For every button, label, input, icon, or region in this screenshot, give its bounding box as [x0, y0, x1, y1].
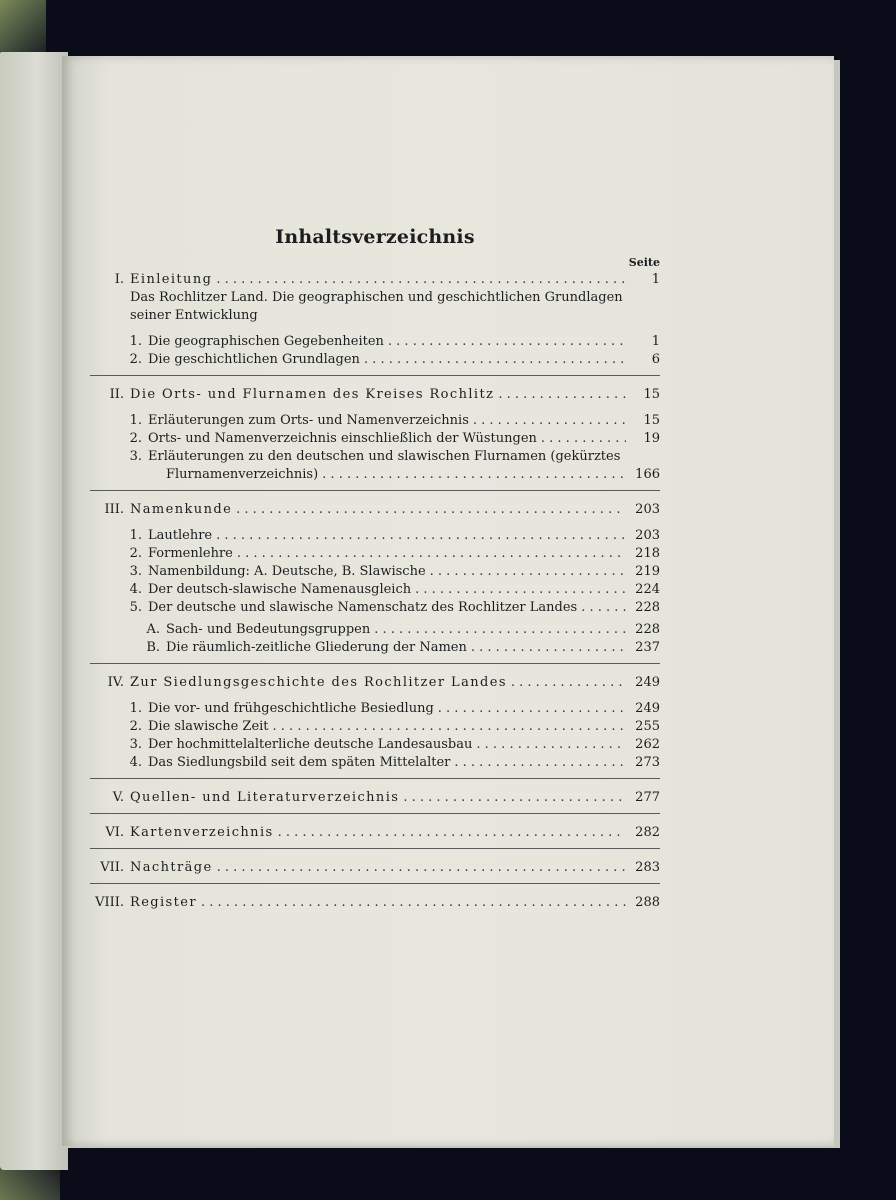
toc-item: [90, 563, 660, 581]
item-number: 2.: [129, 431, 142, 446]
toc-section-5: [90, 789, 660, 807]
item-label: Die geschichtlichen Grundlagen: [148, 352, 360, 367]
item-number: 2.: [129, 352, 142, 367]
page-number: 273: [635, 755, 660, 770]
section-label: Kartenverzeichnis: [130, 825, 274, 840]
leader-dots: [403, 789, 626, 807]
item-number: 1.: [129, 334, 142, 349]
toc-section-8: [90, 894, 660, 912]
divider: [90, 663, 660, 664]
page-number: 6: [651, 352, 660, 367]
leader-dots: [430, 563, 626, 581]
leader-dots: [216, 527, 626, 545]
section-label: Zur Siedlungsgeschichte des Rochlitzer Landes: [130, 675, 507, 690]
item-label: Formenlehre: [148, 546, 233, 561]
toc-item: [90, 527, 660, 545]
item-label: Der deutsche und slawische Namenschatz des Rochlitzer Landes: [148, 600, 578, 615]
leader-dots: [236, 501, 626, 519]
page-column-label: Seite: [628, 256, 660, 269]
toc-item: [90, 599, 660, 617]
section-label: Namenkunde: [130, 502, 233, 517]
toc-title: Inhaltsverzeichnis: [275, 226, 475, 248]
divider: [90, 375, 660, 376]
item-label: Der deutsch-slawische Namenausgleich: [148, 582, 412, 597]
leader-dots: [473, 412, 626, 430]
page-number: 19: [643, 431, 660, 446]
item-label: Orts- und Namenverzeichnis einschließlich der Wüstungen: [148, 431, 537, 446]
leader-dots: [374, 621, 626, 639]
section-label: Einleitung: [130, 272, 213, 287]
item-number: 5.: [129, 600, 142, 615]
toc-item: [90, 700, 660, 718]
item-label: Erläuterungen zum Orts- und Namenverzeichnis: [148, 413, 469, 428]
toc-item: [90, 545, 660, 563]
toc-item: [90, 333, 660, 351]
toc-item: [90, 718, 660, 736]
leader-dots: [498, 386, 626, 404]
leader-dots: [278, 824, 626, 842]
subitem-label: Sach- und Bedeutungsgruppen: [166, 622, 371, 637]
item-label-continued: Flurnamenverzeichnis): [166, 467, 319, 482]
item-number: 2.: [129, 719, 142, 734]
page-number: 219: [635, 564, 660, 579]
section-number: VIII.: [95, 895, 124, 910]
section-label: Quellen- und Literaturverzeichnis: [130, 790, 400, 805]
toc-item: [90, 448, 660, 466]
toc-subitem: [90, 639, 660, 657]
section-number: IV.: [107, 675, 124, 690]
section-label: Nachträge: [130, 860, 213, 875]
leader-dots: [541, 430, 626, 448]
toc-section-6: [90, 824, 660, 842]
section-description: Das Rochlitzer Land. Die geographischen und geschichtlichen Grundlagen seiner Entwicklung: [130, 290, 623, 323]
item-number: 1.: [129, 413, 142, 428]
page-number: 15: [643, 387, 660, 402]
leader-dots: [322, 466, 626, 484]
page-number: 1: [651, 272, 660, 287]
toc-item: [90, 754, 660, 772]
item-label: Das Siedlungsbild seit dem späten Mittelalter: [148, 755, 451, 770]
item-number: 4.: [129, 582, 142, 597]
leader-dots: [364, 351, 626, 369]
item-label: Die vor- und frühgeschichtliche Besiedlung: [148, 701, 434, 716]
page-number: 249: [635, 675, 660, 690]
table-of-contents: [90, 226, 660, 912]
leader-dots: [201, 894, 626, 912]
section-number: VII.: [100, 860, 124, 875]
page-number: 228: [635, 600, 660, 615]
leader-dots: [415, 581, 626, 599]
book-cover-corner: [0, 0, 46, 56]
leader-dots: [454, 754, 626, 772]
item-label: Erläuterungen zu den deutschen und slawischen Flurnamen (gekürztes: [148, 449, 621, 464]
toc-item: [90, 412, 660, 430]
item-number: 2.: [129, 546, 142, 561]
toc-subitem: [90, 621, 660, 639]
divider: [90, 490, 660, 491]
toc-section-4: [90, 674, 660, 692]
page-number: 203: [635, 502, 660, 517]
toc-item: [90, 581, 660, 599]
page-number: 282: [635, 825, 660, 840]
leader-dots: [438, 700, 626, 718]
leader-dots: [237, 545, 626, 563]
page-number: 277: [635, 790, 660, 805]
item-label: Der hochmittelalterliche deutsche Landesausbau: [148, 737, 473, 752]
item-number: 1.: [129, 701, 142, 716]
item-number: 3.: [129, 564, 142, 579]
page-number: 283: [635, 860, 660, 875]
item-number: 1.: [129, 528, 142, 543]
item-number: 3.: [129, 737, 142, 752]
subitem-letter: A.: [146, 622, 160, 637]
toc-section-2: [90, 386, 660, 404]
page-number: 203: [635, 528, 660, 543]
page-number: 237: [635, 640, 660, 655]
leader-dots: [476, 736, 626, 754]
page-number: 224: [635, 582, 660, 597]
toc-item: [90, 430, 660, 448]
divider: [90, 848, 660, 849]
subitem-label: Die räumlich-zeitliche Gliederung der Namen: [166, 640, 467, 655]
leader-dots: [581, 599, 626, 617]
section-label: Register: [130, 895, 197, 910]
item-label: Lautlehre: [148, 528, 213, 543]
item-number: 3.: [129, 449, 142, 464]
toc-item-continued: [90, 466, 660, 484]
page-number: 262: [635, 737, 660, 752]
toc-section-3: [90, 501, 660, 519]
page-number: 218: [635, 546, 660, 561]
section-number: III.: [104, 502, 124, 517]
section-label: Die Orts- und Flurnamen des Kreises Rochlitz: [130, 387, 495, 402]
toc-section-7: [90, 859, 660, 877]
divider: [90, 813, 660, 814]
item-label: Namenbildung: A. Deutsche, B. Slawische: [148, 564, 426, 579]
section-number: V.: [112, 790, 124, 805]
page-number: 1: [651, 334, 660, 349]
section-number: VI.: [105, 825, 124, 840]
leader-dots: [216, 271, 626, 289]
toc-item: [90, 351, 660, 369]
leader-dots: [511, 674, 626, 692]
section-number: II.: [109, 387, 124, 402]
section-number: I.: [114, 272, 124, 287]
page-number: 249: [635, 701, 660, 716]
toc-item: [90, 736, 660, 754]
page-number: 255: [635, 719, 660, 734]
leader-dots: [471, 639, 626, 657]
item-label: Die geographischen Gegebenheiten: [148, 334, 384, 349]
subitem-letter: B.: [146, 640, 160, 655]
leader-dots: [217, 859, 626, 877]
page-number: 15: [643, 413, 660, 428]
page-number: 288: [635, 895, 660, 910]
item-number: 4.: [129, 755, 142, 770]
leader-dots: [388, 333, 626, 351]
page-number: 166: [635, 467, 660, 482]
toc-section-1: [90, 271, 660, 289]
divider: [90, 778, 660, 779]
item-label: Die slawische Zeit: [148, 719, 269, 734]
divider: [90, 883, 660, 884]
leader-dots: [273, 718, 626, 736]
page-number: 228: [635, 622, 660, 637]
